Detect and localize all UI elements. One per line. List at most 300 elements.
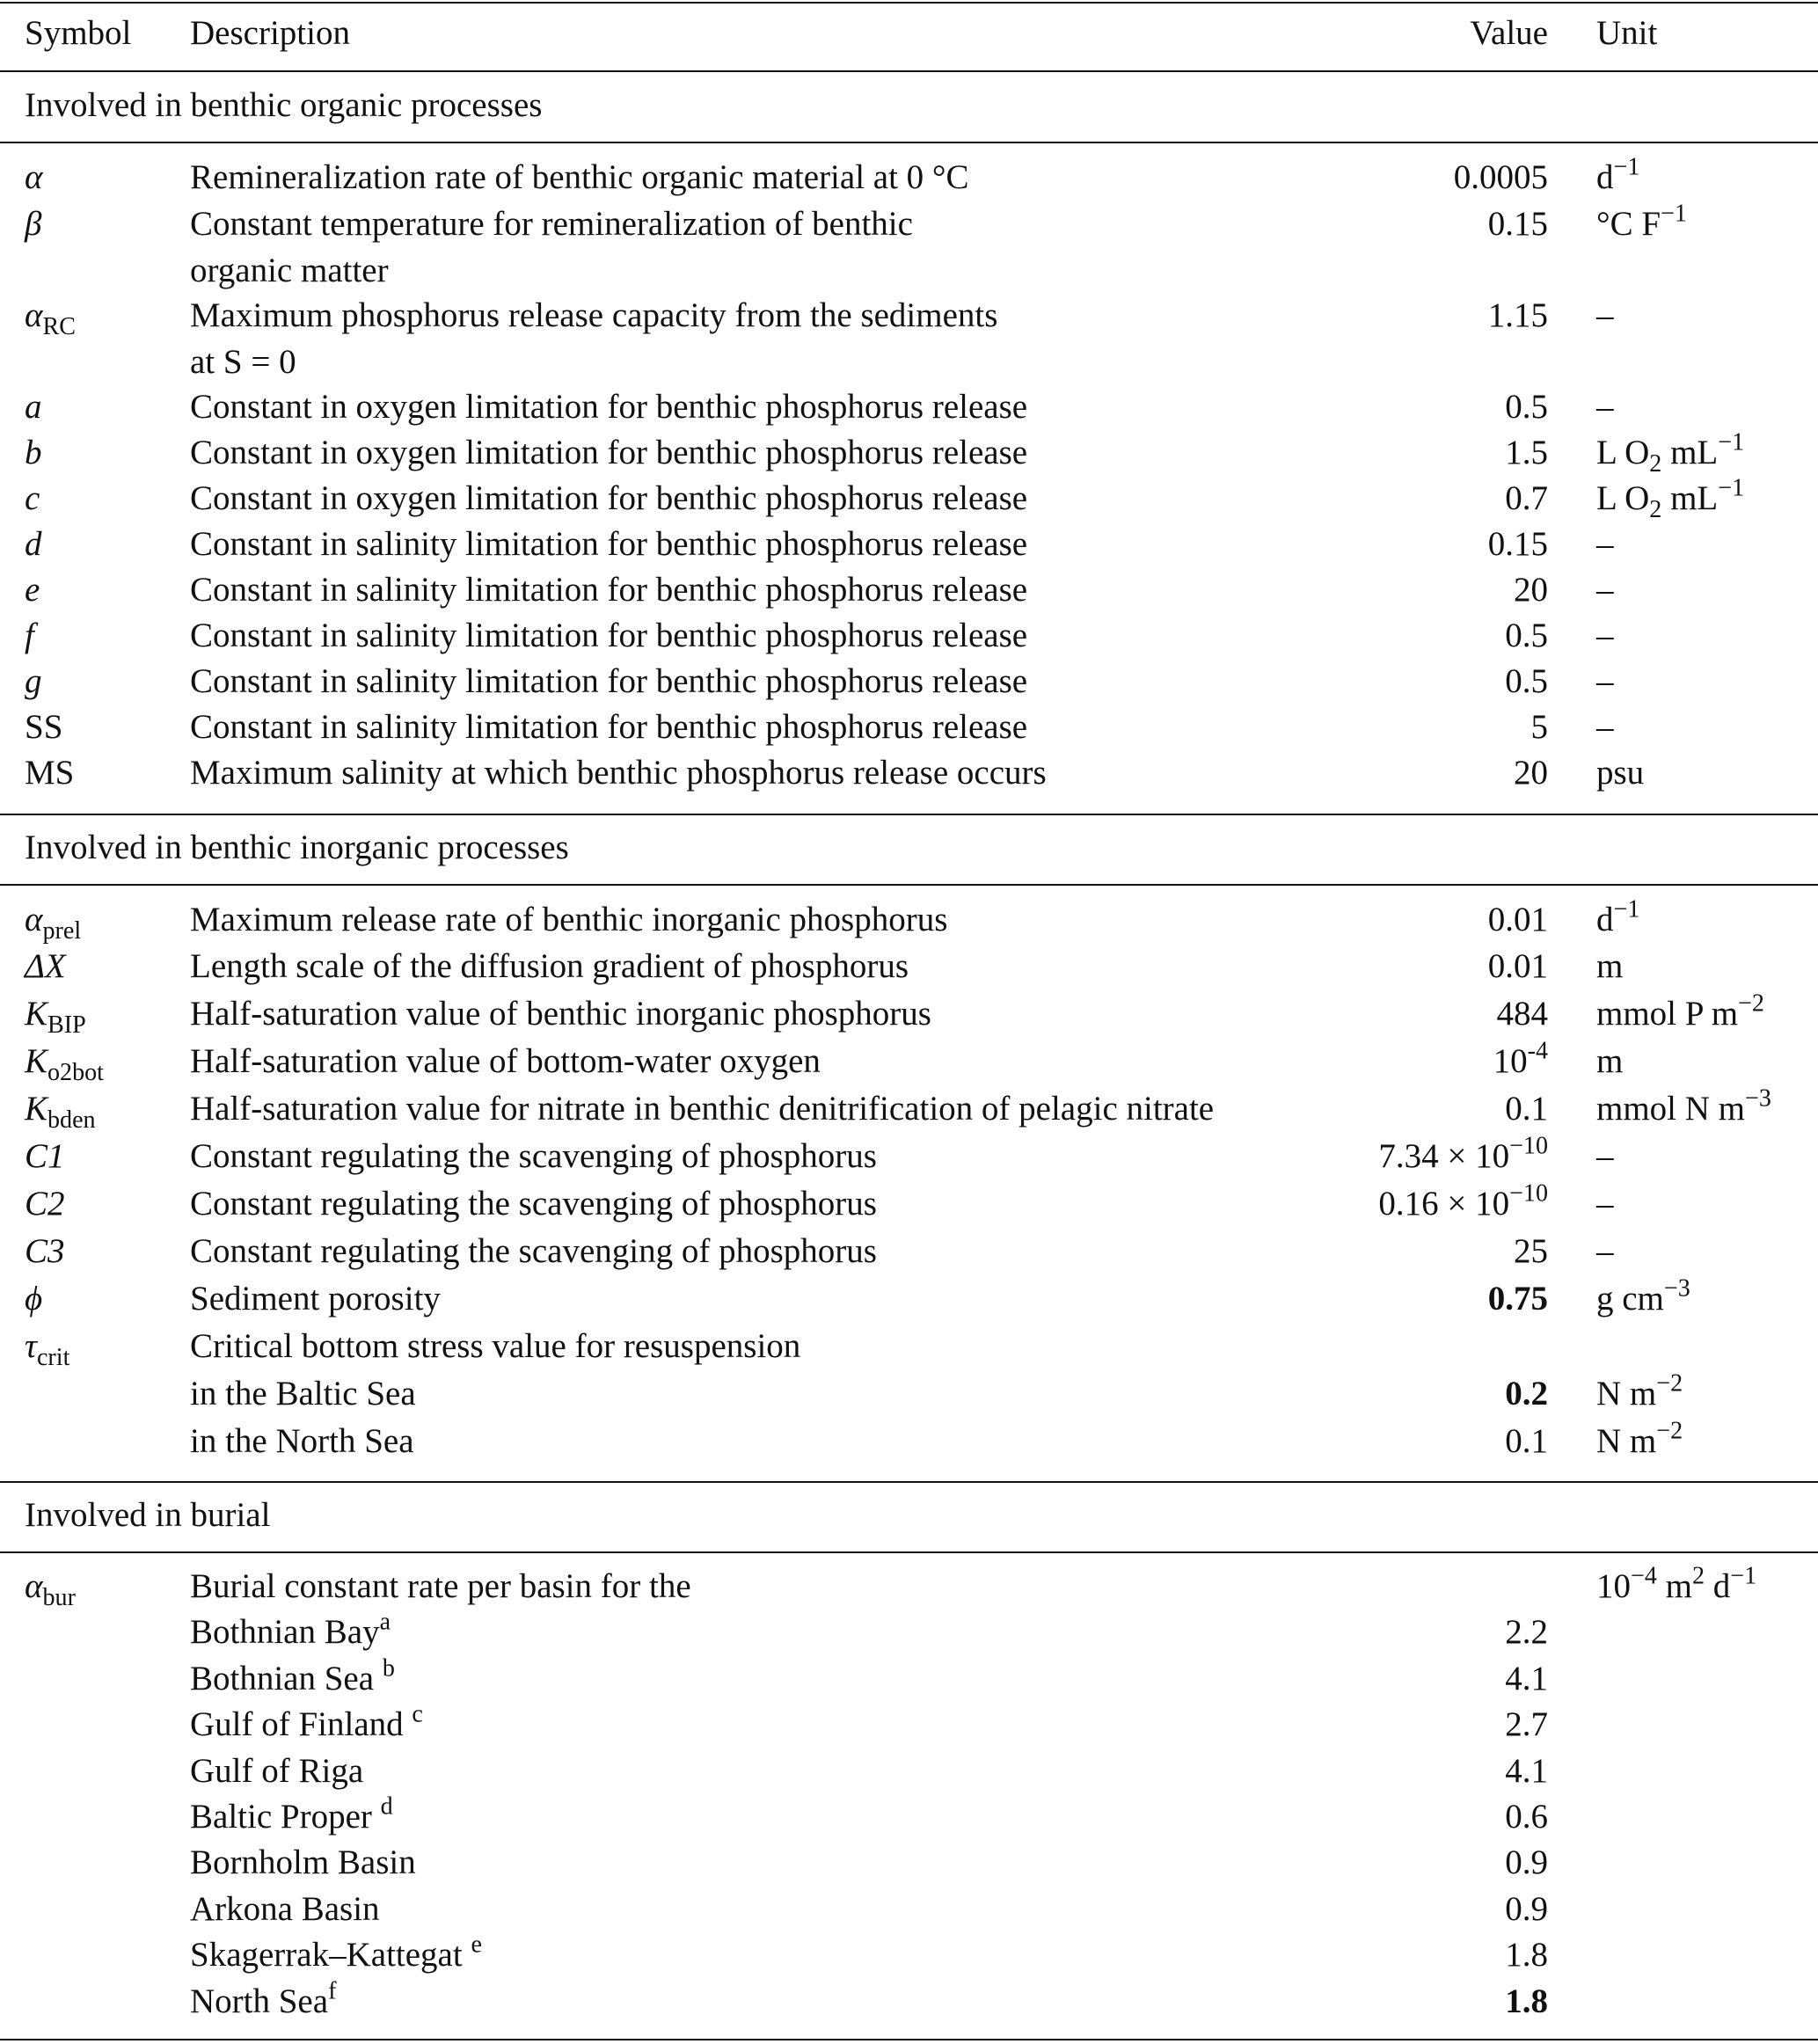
table-row (0, 1324, 1818, 1369)
row-symbol (25, 476, 40, 522)
row-symbol (25, 430, 42, 476)
symbol-text: C2 (25, 1185, 65, 1223)
value-text: 0.5 (1505, 388, 1548, 426)
description-text: at S = 0 (190, 343, 296, 381)
table-row (0, 1656, 1818, 1702)
footnote-mark: d (380, 1792, 393, 1821)
value-text: 2.7 (1505, 1705, 1548, 1743)
table-row (0, 1276, 1818, 1322)
description-text: Constant in salinity limitation for benthic phosphorus release (190, 617, 1028, 654)
row-unit (1596, 1229, 1614, 1274)
row-description (190, 1840, 416, 1886)
row-value (1505, 1610, 1548, 1655)
footnote-mark: c (412, 1700, 423, 1728)
symbol-text: α (25, 296, 43, 334)
row-symbol (25, 897, 81, 943)
unit-text: mmol N m (1596, 1090, 1746, 1128)
row-description (190, 750, 1047, 796)
unit-exponent: −1 (1718, 474, 1745, 502)
unit-text: – (1596, 1137, 1614, 1175)
section-heading: Involved in benthic inorganic processes (25, 829, 569, 866)
table-row (0, 1610, 1818, 1655)
row-unit (1596, 567, 1614, 613)
row-description (190, 1932, 482, 1978)
row-value (1488, 944, 1548, 989)
row-unit (1596, 704, 1614, 750)
unit-text: – (1596, 296, 1614, 334)
symbol-subscript: prel (42, 916, 82, 945)
table-row (0, 1181, 1818, 1227)
symbol-text: K (25, 1090, 48, 1128)
unit-text: L O (1596, 434, 1650, 471)
row-symbol (25, 944, 66, 989)
row-unit (1596, 659, 1614, 704)
value-text: 20 (1514, 571, 1548, 609)
unit-text: g cm (1596, 1280, 1664, 1318)
symbol-text: e (25, 571, 40, 609)
row-description (190, 430, 1027, 476)
row-description (190, 613, 1027, 659)
row-value (1505, 384, 1548, 430)
description-text: Constant in oxygen limitation for benthic phosphorus release (190, 388, 1028, 426)
unit-text: – (1596, 525, 1614, 563)
unit-exponent: −1 (1718, 428, 1745, 456)
row-description (190, 1702, 423, 1748)
table-row (0, 1371, 1818, 1417)
symbol-text: f (25, 617, 34, 654)
symbol-text: g (25, 662, 42, 700)
section-rule (0, 1551, 1818, 1553)
unit-exponent: −1 (1730, 1562, 1757, 1590)
unit-subscript: 2 (1649, 495, 1662, 523)
value-text: 25 (1514, 1232, 1548, 1270)
footnote-mark: e (471, 1931, 482, 1959)
row-symbol (25, 991, 86, 1037)
table-row (0, 476, 1818, 522)
row-value (1514, 750, 1548, 796)
table-row (0, 1932, 1818, 1978)
table-row (0, 1039, 1818, 1084)
row-symbol (25, 201, 41, 247)
row-value (1505, 1887, 1548, 1932)
row-value (1505, 1086, 1548, 1132)
value-text: 4.1 (1505, 1660, 1548, 1697)
description-text: Constant regulating the scavenging of phosphorus (190, 1185, 877, 1223)
value-text: 0.1 (1505, 1422, 1548, 1460)
value-text: 0.75 (1487, 1280, 1548, 1318)
table-row (0, 1229, 1818, 1274)
description-text: in the Baltic Sea (190, 1375, 416, 1413)
table-row (0, 384, 1818, 430)
section-heading: Involved in burial (25, 1496, 271, 1534)
description-text: Critical bottom stress value for resuspension (190, 1327, 801, 1365)
value-text: 10 (1493, 1042, 1528, 1080)
row-description (190, 1324, 800, 1369)
row-unit (1596, 944, 1623, 989)
row-description (190, 897, 947, 943)
row-description (190, 201, 913, 247)
symbol-text: α (25, 158, 43, 196)
value-text: 0.01 (1487, 947, 1548, 985)
table-row (0, 201, 1818, 247)
value-text: 1.8 (1505, 1936, 1548, 1974)
value-exponent: -4 (1527, 1037, 1548, 1065)
symbol-subscript: crit (36, 1343, 70, 1371)
footnote-mark: f (328, 1977, 337, 2005)
description-text: North Sea (190, 1982, 329, 2020)
symbol-text: α (25, 1567, 43, 1605)
table-row (0, 944, 1818, 989)
symbol-text: C1 (25, 1137, 65, 1175)
description-text: Bornholm Basin (190, 1843, 416, 1881)
description-text: Constant in salinity limitation for benthic phosphorus release (190, 662, 1028, 700)
value-text: 0.01 (1487, 901, 1548, 938)
row-description (190, 1979, 336, 2025)
symbol-text: b (25, 434, 42, 471)
row-value (1531, 704, 1549, 750)
row-description (190, 1887, 380, 1932)
row-description (190, 991, 931, 1037)
unit-exponent: −1 (1661, 200, 1687, 228)
row-unit (1596, 613, 1614, 659)
description-text: Burial constant rate per basin for the (190, 1567, 691, 1605)
table-row (0, 613, 1818, 659)
table-row (0, 522, 1818, 567)
symbol-subscript: RC (42, 312, 76, 340)
unit-exponent: −4 (1631, 1562, 1657, 1590)
row-unit (1596, 384, 1614, 430)
value-text: 1.15 (1487, 296, 1548, 334)
row-unit (1596, 897, 1639, 943)
row-symbol (25, 567, 40, 613)
row-value (1497, 991, 1549, 1037)
symbol-text: β (25, 205, 42, 243)
row-symbol (25, 1229, 65, 1274)
value-text: 0.15 (1487, 205, 1548, 243)
table-row (0, 1840, 1818, 1886)
row-description (190, 476, 1027, 522)
description-text: Length scale of the diffusion gradient of phosphorus (190, 947, 909, 985)
row-value (1514, 1229, 1548, 1274)
value-text: 0.6 (1505, 1798, 1548, 1836)
row-description (190, 1181, 877, 1227)
row-symbol (25, 1324, 69, 1369)
unit-exponent: −2 (1656, 1417, 1683, 1445)
row-value (1493, 1039, 1548, 1084)
value-text: 20 (1514, 754, 1548, 792)
unit-text: N m (1596, 1422, 1657, 1460)
section-rule (0, 142, 1818, 143)
description-text: Maximum release rate of benthic inorganic phosphorus (190, 901, 948, 938)
row-description (190, 567, 1027, 613)
row-value (1488, 897, 1548, 943)
unit-exponent: −2 (1656, 1369, 1683, 1398)
row-description (190, 522, 1027, 567)
value-text: 7.34 × 10 (1378, 1137, 1510, 1175)
table-row (0, 430, 1818, 476)
section-heading: Involved in benthic organic processes (25, 86, 543, 124)
value-text: 0.2 (1505, 1375, 1548, 1413)
row-value (1505, 430, 1548, 476)
row-symbol (25, 384, 42, 430)
row-description (190, 704, 1027, 750)
row-description (190, 1656, 395, 1702)
symbol-text: c (25, 479, 40, 517)
row-description (190, 1039, 821, 1084)
symbol-text: a (25, 388, 42, 426)
symbol-text: K (25, 1042, 48, 1080)
description-text: Skagerrak–Kattegat (190, 1936, 471, 1974)
table-row (0, 991, 1818, 1037)
row-description (190, 293, 997, 339)
symbol-text: K (25, 995, 48, 1033)
header-description: Description (190, 14, 350, 52)
section-rule (0, 884, 1818, 886)
row-value (1505, 1656, 1548, 1702)
row-symbol (25, 704, 62, 750)
description-text: Gulf of Finland (190, 1705, 413, 1743)
header-symbol: Symbol (25, 14, 132, 52)
description-text: Gulf of Riga (190, 1752, 364, 1790)
description-text: in the North Sea (190, 1422, 414, 1460)
table-row (0, 897, 1818, 943)
value-text: 2.2 (1505, 1613, 1548, 1651)
row-unit (1596, 430, 1744, 476)
row-symbol (25, 1134, 65, 1179)
row-description (190, 1086, 1214, 1132)
row-symbol (25, 1564, 76, 1610)
row-value (1488, 201, 1548, 247)
unit-text: d (1705, 1567, 1731, 1605)
row-value (1488, 293, 1548, 339)
description-text: Maximum salinity at which benthic phosphorus release occurs (190, 754, 1047, 792)
row-unit (1596, 1086, 1771, 1132)
row-symbol (25, 750, 74, 796)
row-description (190, 384, 1027, 430)
row-unit (1596, 750, 1644, 796)
symbol-text: d (25, 525, 42, 563)
unit-text: m (1596, 947, 1624, 985)
value-text: 0.1 (1505, 1090, 1548, 1128)
row-description (190, 1371, 416, 1417)
table-row (0, 704, 1818, 750)
unit-text: 10 (1596, 1567, 1631, 1605)
section-rule (0, 1481, 1818, 1483)
header-rule (0, 70, 1818, 72)
footnote-mark: a (379, 1608, 391, 1636)
description-text: Constant regulating the scavenging of phosphorus (190, 1232, 877, 1270)
row-value (1505, 1794, 1548, 1840)
value-exponent: −10 (1509, 1179, 1548, 1208)
table-row (0, 750, 1818, 796)
row-unit (1596, 1134, 1614, 1179)
row-description (190, 1748, 363, 1794)
value-text: 0.7 (1505, 479, 1548, 517)
description-text: Constant in salinity limitation for benthic phosphorus release (190, 525, 1028, 563)
description-text: Bothnian Sea (190, 1660, 383, 1697)
symbol-subscript: bden (47, 1106, 96, 1134)
unit-text: mL (1661, 434, 1719, 471)
table-row (0, 1887, 1818, 1932)
row-symbol (25, 1086, 96, 1132)
description-text: Half-saturation value of benthic inorganic phosphorus (190, 995, 931, 1033)
unit-exponent: −3 (1745, 1084, 1771, 1113)
row-unit (1596, 201, 1687, 247)
table-row (0, 1086, 1818, 1132)
row-value (1505, 476, 1548, 522)
row-value (1505, 1840, 1548, 1886)
value-text: 0.5 (1505, 617, 1548, 654)
symbol-subscript: bur (42, 1583, 76, 1611)
row-description (190, 1564, 691, 1610)
row-unit (1596, 1419, 1683, 1464)
table-row (0, 1794, 1818, 1840)
row-symbol (25, 522, 42, 567)
section-rule (0, 814, 1818, 815)
unit-exponent: −3 (1663, 1274, 1690, 1303)
row-symbol (25, 293, 76, 339)
unit-text: – (1596, 617, 1614, 654)
row-value (1454, 155, 1548, 201)
symbol-text: SS (25, 708, 63, 746)
header-unit: Unit (1596, 14, 1658, 52)
unit-text: – (1596, 388, 1614, 426)
table-row (0, 1419, 1818, 1464)
row-unit (1596, 1039, 1623, 1084)
unit-text: °C F (1596, 205, 1661, 243)
unit-text: d (1596, 158, 1614, 196)
description-text: Constant regulating the scavenging of phosphorus (190, 1137, 877, 1175)
row-value (1505, 1419, 1548, 1464)
table-row (0, 1748, 1818, 1794)
row-value (1505, 1702, 1548, 1748)
table-row (0, 1702, 1818, 1748)
top-rule (0, 2, 1818, 4)
unit-text: psu (1596, 754, 1645, 792)
row-symbol (25, 659, 42, 704)
symbol-text: ΔX (25, 947, 66, 985)
unit-text: m (1656, 1567, 1692, 1605)
unit-text: N m (1596, 1375, 1657, 1413)
row-description-continued (190, 248, 389, 294)
row-unit (1596, 1564, 1756, 1610)
symbol-text: τ (25, 1327, 37, 1365)
table-row (0, 567, 1818, 613)
row-value (1378, 1134, 1548, 1179)
unit-text: – (1596, 571, 1614, 609)
row-value (1505, 1932, 1548, 1978)
row-value (1505, 1748, 1548, 1794)
row-description (190, 1419, 414, 1464)
description-text: Constant in salinity limitation for benthic phosphorus release (190, 708, 1028, 746)
symbol-text: MS (25, 754, 75, 792)
unit-text: m (1596, 1042, 1624, 1080)
row-symbol (25, 1181, 65, 1227)
unit-subscript: 2 (1649, 449, 1662, 478)
value-text: 4.1 (1505, 1752, 1548, 1790)
unit-text: d (1596, 901, 1614, 938)
unit-text: L O (1596, 479, 1650, 517)
description-text: Bothnian Bay (190, 1613, 380, 1651)
row-description (190, 659, 1027, 704)
description-text: organic matter (190, 252, 389, 289)
value-text: 0.15 (1487, 525, 1548, 563)
table-row (0, 1979, 1818, 2025)
row-value (1514, 567, 1548, 613)
unit-text: – (1596, 708, 1614, 746)
row-description (190, 1794, 393, 1840)
row-description (190, 1229, 877, 1274)
value-exponent: −10 (1509, 1132, 1548, 1160)
value-text: 0.5 (1505, 662, 1548, 700)
row-value (1488, 1276, 1548, 1322)
unit-text: mL (1661, 479, 1719, 517)
symbol-text: C3 (25, 1232, 65, 1270)
bottom-rule (0, 2039, 1818, 2040)
row-description (190, 155, 969, 201)
unit-exponent: −1 (1613, 895, 1640, 923)
unit-text: mmol P m (1596, 995, 1739, 1033)
row-value (1378, 1181, 1548, 1227)
row-value (1505, 659, 1548, 704)
value-text: 1.8 (1505, 1982, 1548, 2020)
row-symbol (25, 1276, 42, 1322)
table-row (0, 1134, 1818, 1179)
table-row (0, 155, 1818, 201)
description-text: Sediment porosity (190, 1280, 441, 1318)
description-text: Constant temperature for remineralization of benthic (190, 205, 913, 243)
value-text: 0.16 × 10 (1378, 1185, 1510, 1223)
row-description (190, 1276, 441, 1322)
description-text: Constant in oxygen limitation for benthic phosphorus release (190, 434, 1028, 471)
row-symbol (25, 155, 42, 201)
value-text: 0.0005 (1453, 158, 1548, 196)
description-text: Half-saturation value for nitrate in benthic denitrification of pelagic nitrate (190, 1090, 1215, 1128)
row-unit (1596, 1371, 1683, 1417)
value-text: 0.9 (1505, 1890, 1548, 1928)
symbol-subscript: o2bot (47, 1058, 104, 1086)
description-text: Arkona Basin (190, 1890, 380, 1928)
row-value (1505, 1371, 1548, 1417)
unit-text: – (1596, 1232, 1614, 1270)
row-unit (1596, 155, 1639, 201)
description-text: Constant in oxygen limitation for benthic phosphorus release (190, 479, 1028, 517)
row-description (190, 1610, 391, 1655)
symbol-text: ϕ (25, 1280, 43, 1318)
row-value (1488, 522, 1548, 567)
table-row-continuation (0, 248, 1818, 294)
row-unit (1596, 293, 1614, 339)
value-text: 0.9 (1505, 1843, 1548, 1881)
row-unit (1596, 991, 1764, 1037)
table-row-continuation (0, 339, 1818, 385)
row-description-continued (190, 339, 296, 385)
row-value (1505, 1979, 1548, 2025)
symbol-subscript: BIP (47, 1011, 86, 1039)
value-text: 1.5 (1505, 434, 1548, 471)
table-row (0, 659, 1818, 704)
description-text: Maximum phosphorus release capacity from the sediments (190, 296, 998, 334)
value-text: 5 (1530, 708, 1548, 746)
table-row (0, 293, 1818, 339)
row-value (1505, 613, 1548, 659)
value-text: 484 (1496, 995, 1548, 1033)
table-header-row (0, 11, 1818, 56)
unit-exponent: −2 (1738, 989, 1764, 1018)
description-text: Remineralization rate of benthic organic material at 0 °C (190, 158, 969, 196)
row-symbol (25, 613, 34, 659)
row-unit (1596, 522, 1614, 567)
